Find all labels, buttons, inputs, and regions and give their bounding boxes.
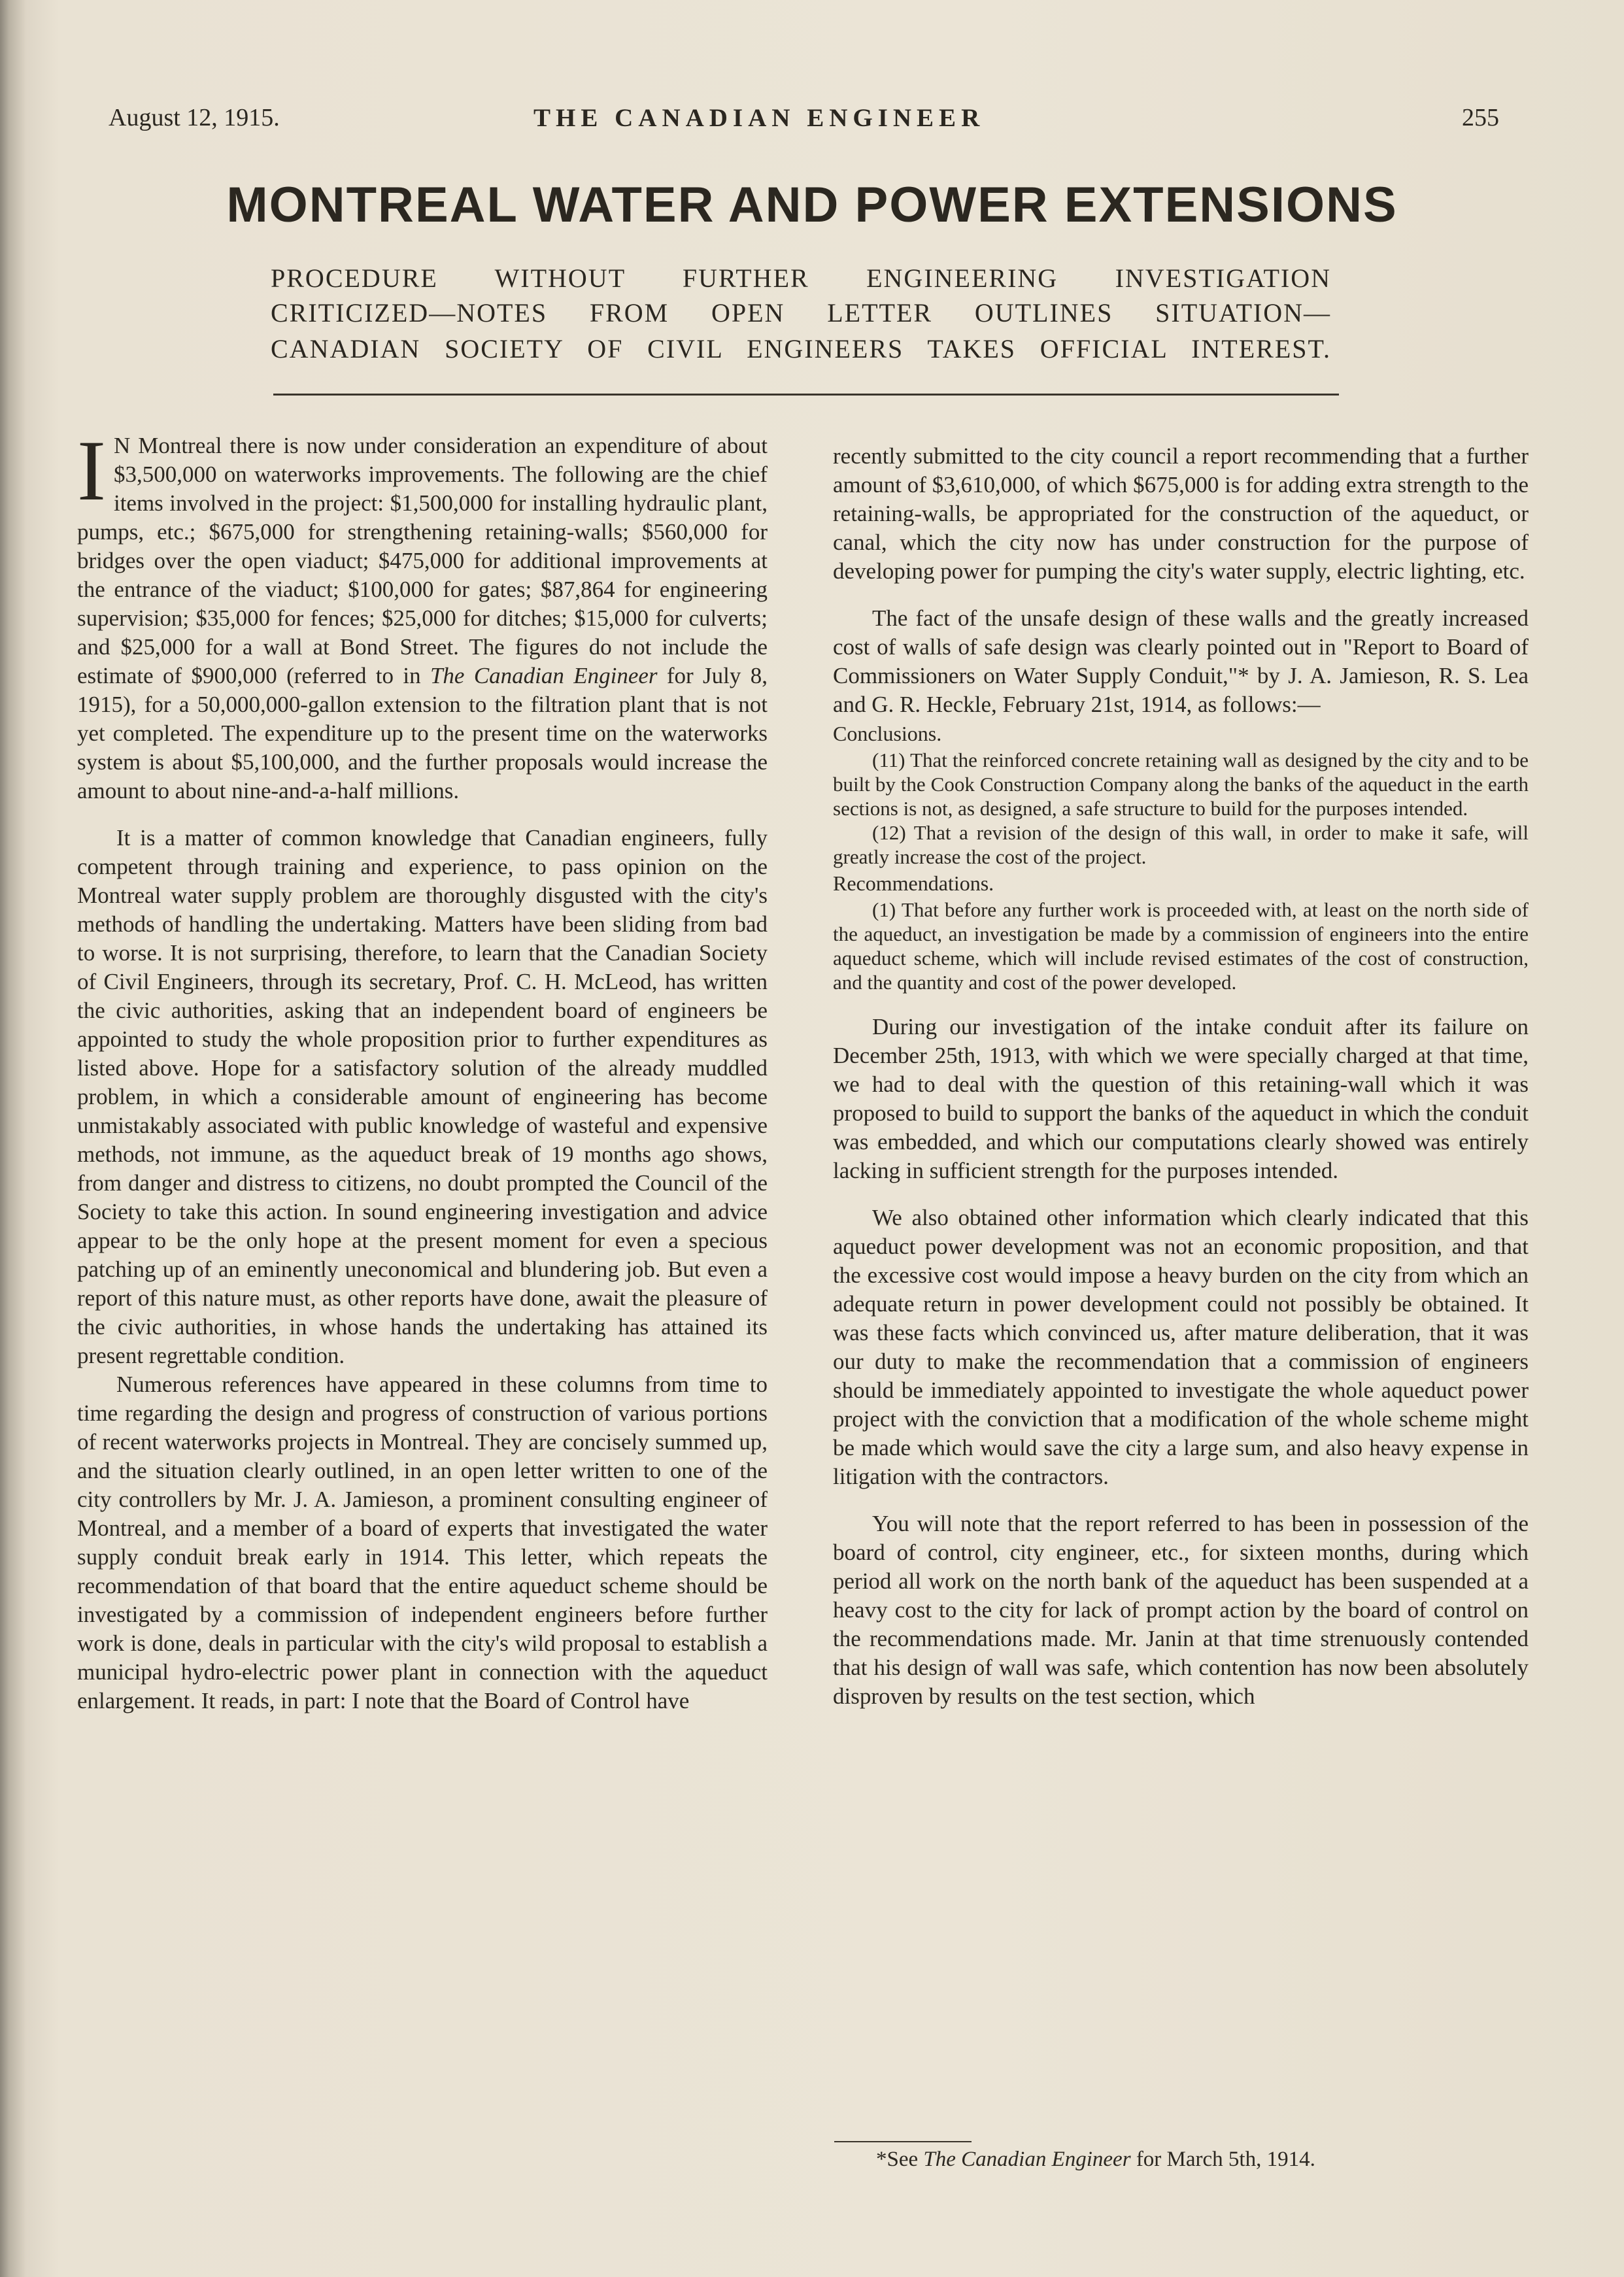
subtitle-line: CRITICIZED—NOTES FROM OPEN LETTER OUTLINES SITUATION— <box>271 298 1331 328</box>
subtitle-line: PROCEDURE WITHOUT FURTHER ENGINEERING INVESTIGATION <box>271 263 1331 293</box>
paragraph: recently submitted to the city council a report recommending that a further amount of $3,610,000, of which $675,000 is for adding extra strength to the retaining-walls, be appropriated for the construction of the aqueduct, or canal, which the city now has under construction for the purpose of developing power for pumping the city's water supply, electric lighting, etc. <box>833 443 1529 584</box>
paragraph: It is a matter of common knowledge that Canadian engineers, fully competent through training and experience, to pass opinion on the Montreal water supply problem are thoroughly disgusted with the city's methods of handling the undertaking. Matters have been sliding from bad to worse. It is not surprising, therefore, to learn that the Canadian Society of Civil Engineers, through its secretary, Prof. C. H. McLeod, has written the civic authorities, asking that an independent board of engineers be appointed to study the whole proposition prior to further expenditures as listed above. Hope for a satisfactory solution of the already muddled problem, in which a considerable amount of engineering has become unmistakably associated with public knowledge of wasteful and expensive methods, not immune, as the aqueduct break of 19 months ago shows, from danger and distress to citizens, no doubt prompted the Council of the Society to take this action. In sound engineering investigation and advice appear to be the only hope at the present moment for even a specious patching up of an eminently uneconomical and blundering job. But even a report of this nature must, as other reports have done, await the pleasure of the civic authorities, in whose hands the undertaking has attained its present regrettable condition. <box>77 825 768 1368</box>
journal-name: THE CANADIAN ENGINEER <box>533 104 985 132</box>
paragraph: During our investigation of the intake conduit after its failure on December 25th, 1913, with which we were specially charged at that time, we had to deal with the question of this retaining-wall which it was proposed to build to support the banks of the aqueduct in which the conduit was embedded, and which our computations clearly showed was entirely lacking in sufficient strength for the purposes intended. <box>833 1014 1529 1183</box>
quoted-item: (11) That the reinforced concrete retaining wall as designed by the city and to be built by the Cook Construction Company along the banks of the aqueduct in the earth sections is not, as designed, a safe structure to build for the purposes intended. <box>833 749 1529 820</box>
right-column <box>833 442 1529 1711</box>
paragraph: The fact of the unsafe design of these walls and the greatly increased cost of walls of safe design was clearly pointed out in "Report to Board of Commissioners on Water Supply Conduit,"* by J. A. Jamieson, R. S. Lea and G. R. Heckle, February 21st, 1914, as follows:— <box>833 605 1529 717</box>
subtitle-line: CANADIAN SOCIETY OF CIVIL ENGINEERS TAKES OFFICIAL INTEREST. <box>271 334 1331 363</box>
footnote <box>876 2148 1315 2172</box>
paragraph: You will note that the report referred to has been in possession of the board of control, city engineer, etc., for sixteen months, during which period all work on the north bank of the aqueduct has been suspended at a heavy cost to the city for lack of prompt action by the board of control on the recommendations made. Mr. Janin at that time strenuously contended that his design of wall was safe, which contention has now been absolutely disproven by results on the test section, which <box>833 1511 1529 1709</box>
drop-cap: I <box>77 422 106 518</box>
paragraph-text: for July 8, 1915), for a 50,000,000-gallon extension to the filtration plant that is not yet completed. The expenditure up to the present time on the waterworks system is about $5,100,000, and the further proposals would increase the amount to about nine-and-a-half millions. <box>77 663 768 803</box>
footnote-citation: The Canadian Engineer <box>923 2148 1131 2171</box>
left-column <box>77 422 768 1715</box>
footnote-divider <box>834 2141 972 2142</box>
paragraph <box>77 422 768 805</box>
article-title: MONTREAL WATER AND POWER EXTENSIONS <box>226 177 1398 233</box>
footnote-suffix: for March 5th, 1914. <box>1130 2148 1315 2171</box>
quoted-item: (12) That a revision of the design of this wall, in order to make it safe, will greatly increase the cost of the project. <box>833 821 1529 868</box>
section-label: Recommendations. <box>833 871 994 895</box>
paragraph: We also obtained other information which clearly indicated that this aqueduct power development was not an economic proposition, and that the excessive cost would impose a heavy burden on the city from which an adequate return in power development could not possibly be obtained. It was these facts which convinced us, after mature deliberation, that it was our duty to make the recommendation that a commission of engineers should be immediately appointed to investigate the whole aqueduct power project with the conviction that a modification of the whole scheme might be made which would save the city a large sum, and also heavy expense in litigation with the contractors. <box>833 1205 1529 1489</box>
title-divider <box>273 394 1339 396</box>
footnote-prefix: *See <box>876 2148 924 2171</box>
quoted-item: (1) That before any further work is proceeded with, at least on the north side of the aqueduct, an investigation be made by a commission of engineers into the entire aqueduct scheme, which will include revised estimates of the cost of construction, and the quantity and cost of the power developed. <box>833 898 1529 994</box>
issue-date: August 12, 1915. <box>109 104 280 131</box>
section-label: Conclusions. <box>833 722 942 745</box>
paragraph-text: N Montreal there is now under consideration an expenditure of about $3,500,000 on waterworks improvements. The following are the chief items involved in the project: $1,500,000 for installing hydraulic plant, pumps, etc.; $675,000 for strengthening retaining-walls; $560,000 for bridges over the open viaduct; $475,000 for additional improvements at the entrance of the viaduct; $100,000 for gates; $87,864 for engineering supervision; $35,000 for fences; $25,000 for ditches; $15,000 for culverts; and $25,000 for a wall at Bond Street. The figures do not include the estimate of $900,000 (referred to in <box>77 433 768 688</box>
journal-citation: The Canadian Engineer <box>430 663 658 688</box>
paragraph: Numerous references have appeared in these columns from time to time regarding the design and progress of construction of various portions of recent waterworks projects in Montreal. They are concisely summed up, and the situation clearly outlined, in an open letter written to one of the city controllers by Mr. J. A. Jamieson, a prominent consulting engineer of Montreal, and a member of a board of experts that investigated the water supply conduit break early in 1914. This letter, which repeats the recommendation of that board that the entire aqueduct scheme should be investigated by a commission of independent engineers before further work is done, deals in particular with the city's wild proposal to establish a municipal hydro-electric power plant in connection with the aqueduct enlargement. It reads, in part: I note that the Board of Control have <box>77 1372 768 1713</box>
page-number: 255 <box>1462 104 1499 131</box>
